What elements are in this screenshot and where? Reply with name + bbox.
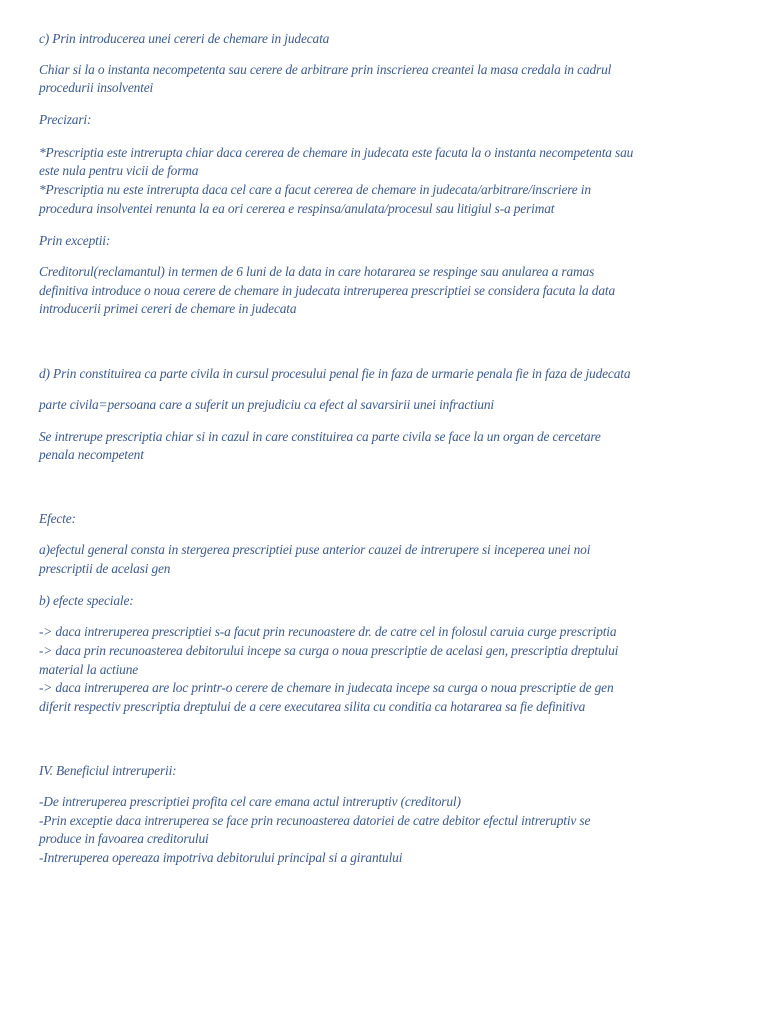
paragraph-line: Se intrerupe prescriptia chiar si in cazul in care constituirea ca parte civila se face la un organ de cercetare [39,429,601,444]
list-item: -> daca intreruperea are loc printr-o cerere de chemare in judecata incepe sa curga o noua prescriptie de gen [39,680,614,695]
heading-d-prin-constituirea: d) Prin constituirea ca parte civila in cursul procesului penal fie in faza de urmarie penala fie in faza de judecata [39,366,631,381]
subheading-precizari: Precizari: [39,112,92,127]
subheading-efecte: Efecte: [39,511,76,526]
paragraph-line: definitiva introduce o noua cerere de chemare in judecata intreruperea prescriptiei se considera facuta la data [39,283,615,298]
paragraph-line: *Prescriptia nu este intrerupta daca cel care a facut cererea de chemare in judecata/arbitrare/inscriere in [39,182,591,197]
list-item: -Intreruperea opereaza impotriva debitorului principal si a girantului [39,850,403,865]
paragraph-line: penala necompetent [39,447,144,462]
list-item-continuation: material la actiune [39,662,139,677]
paragraph-line: introducerii primei cereri de chemare in judecata [39,301,297,316]
paragraph-line: a)efectul general consta in stergerea prescriptiei puse anterior cauzei de intrerupere si inceperea unei noi [39,542,591,557]
subheading-prin-exceptii: Prin exceptii: [39,233,111,248]
list-item: -De intreruperea prescriptiei profita cel care emana actul intreruptiv (creditorul) [39,794,461,809]
paragraph-line: este nula pentru vicii de forma [39,163,199,178]
heading-c-prin-introducerea: c) Prin introducerea unei cereri de chemare in judecata [39,31,330,46]
list-item: -Prin exceptie daca intreruperea se face prin recunoasterea datoriei de catre debitor efectul intreruptiv se [39,813,591,828]
paragraph-line: Creditorul(reclamantul) in termen de 6 luni de la data in care hotararea se respinge sau anularea a ramas [39,264,595,279]
list-item: -> daca prin recunoasterea debitorului incepe sa curga o noua prescriptie de acelasi gen, prescriptia dreptului [39,643,619,658]
heading-iv-beneficiul-intreruperii: IV. Beneficiul intreruperii: [39,763,177,778]
list-item-continuation: diferit respectiv prescriptia dreptului de a cere executarea silita cu conditia ca hotararea sa fie definitiva [39,699,586,714]
subheading-efecte-speciale: b) efecte speciale: [39,593,134,608]
list-item: -> daca intreruperea prescriptiei s-a facut prin recunoastere dr. de catre cel in folosul caruia curge prescriptia [39,624,617,639]
paragraph-line: prescriptii de acelasi gen [39,561,171,576]
paragraph-line: Chiar si la o instanta necompetenta sau cerere de arbitrare prin inscrierea creantei la masa credala in cadrul [39,62,612,77]
paragraph-line: procedura insolventei renunta la ea ori cererea e respinsa/anulata/procesul sau litigiul s-a perimat [39,201,555,216]
paragraph-line: parte civila=persoana care a suferit un prejudiciu ca efect al savarsirii unei infractiuni [39,397,494,412]
list-item-continuation: produce in favoarea creditorului [39,831,209,846]
paragraph-line: *Prescriptia este intrerupta chiar daca cererea de chemare in judecata este facuta la o instanta necompetenta sau [39,145,634,160]
paragraph-line: procedurii insolventei [39,80,154,95]
